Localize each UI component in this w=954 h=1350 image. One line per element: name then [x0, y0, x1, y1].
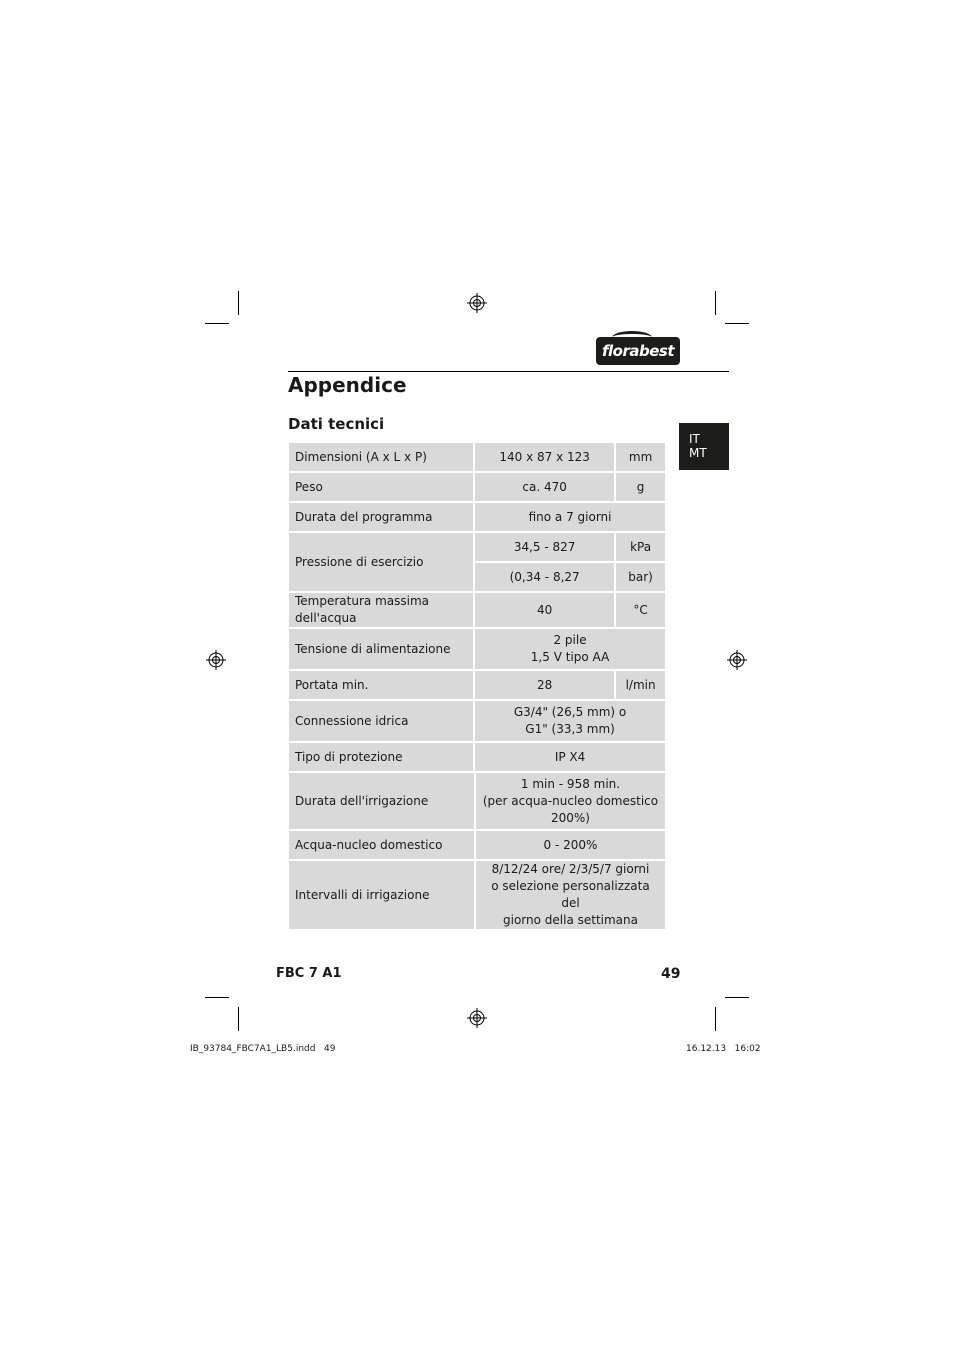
- registration-mark-icon: [467, 1008, 487, 1028]
- spec-value-line: o selezione personalizzata del: [491, 879, 650, 910]
- spec-value: ca. 470: [475, 473, 614, 501]
- registration-mark-icon: [467, 293, 487, 313]
- spec-value: fino a 7 giorni: [475, 503, 665, 531]
- spec-value-line: 200%): [551, 810, 590, 825]
- table-row: [289, 443, 665, 471]
- spec-unit: bar): [616, 563, 665, 591]
- spec-value: [476, 773, 665, 829]
- spec-value: [475, 701, 665, 741]
- spec-value: 28: [475, 671, 614, 699]
- table-row: [289, 503, 665, 531]
- language-code: IT: [689, 432, 700, 446]
- table-row: [289, 773, 665, 829]
- spec-label: Peso: [289, 473, 473, 501]
- spec-value: (0,34 - 8,27: [475, 563, 614, 591]
- crop-mark: [238, 291, 239, 315]
- registration-mark-icon: [727, 650, 747, 670]
- page-title: Appendice: [288, 373, 407, 397]
- table-row: [289, 629, 665, 669]
- language-code: MT: [689, 446, 707, 460]
- footer-model: FBC 7 A1: [276, 966, 342, 981]
- spec-value-line: 8/12/24 ore/ 2/3/5/7 giorni: [491, 862, 650, 876]
- crop-mark: [725, 323, 749, 324]
- brand-logo: [596, 337, 680, 365]
- table-row: [289, 861, 665, 929]
- spec-label: Durata del programma: [289, 503, 473, 531]
- table-row: [289, 671, 665, 699]
- spec-label: Connessione idrica: [289, 701, 473, 741]
- registration-mark-icon: [206, 650, 226, 670]
- spec-label: Intervalli di irrigazione: [289, 861, 474, 929]
- spec-label: Tipo di protezione: [289, 743, 473, 771]
- spec-value: 140 x 87 x 123: [475, 443, 614, 471]
- spec-value-line: giorno della settimana: [503, 913, 638, 927]
- spec-table-irrigation: [287, 771, 667, 931]
- crop-mark: [205, 997, 229, 998]
- spec-value: 34,5 - 827: [475, 533, 614, 561]
- spec-value: 0 - 200%: [476, 831, 665, 859]
- spec-label: Tensione di alimentazione: [289, 629, 473, 669]
- spec-unit: kPa: [616, 533, 665, 561]
- section-title: Dati tecnici: [288, 415, 385, 433]
- crop-mark: [715, 1007, 716, 1031]
- page-number: 49: [661, 966, 681, 982]
- spec-label: Dimensioni (A x L x P): [289, 443, 473, 471]
- slug-filename: IB_93784_FBC7A1_LB5.indd 49: [190, 1044, 336, 1054]
- spec-label: Temperatura massima dell'acqua: [289, 593, 473, 627]
- spec-value-line: 1,5 V tipo AA: [530, 650, 610, 664]
- spec-value-line: 2 pile: [553, 633, 587, 647]
- spec-value-line: 1 min - 958 min.: [520, 776, 621, 791]
- language-tab: [679, 423, 729, 470]
- table-row: [289, 533, 665, 561]
- spec-value: 40: [475, 593, 614, 627]
- table-row: [289, 593, 665, 627]
- spec-label: Acqua-nucleo domestico: [289, 831, 474, 859]
- spec-label: Durata dell'irrigazione: [289, 773, 474, 829]
- crop-mark: [715, 291, 716, 315]
- table-row: [289, 743, 665, 771]
- spec-unit: l/min: [616, 671, 665, 699]
- spec-table-general: [287, 441, 667, 773]
- spec-unit: mm: [616, 443, 665, 471]
- spec-label: Portata min.: [289, 671, 473, 699]
- table-row: [289, 701, 665, 741]
- spec-unit: g: [616, 473, 665, 501]
- spec-label: Pressione di esercizio: [289, 533, 473, 591]
- table-row: [289, 473, 665, 501]
- brand-logo-text: florabest: [601, 342, 674, 360]
- spec-value: [475, 629, 665, 669]
- spec-value-line: G3/4" (26,5 mm) o: [513, 705, 627, 719]
- crop-mark: [205, 323, 229, 324]
- spec-value: [476, 861, 665, 929]
- slug-datetime: 16.12.13 16:02: [686, 1044, 761, 1054]
- table-row: [289, 831, 665, 859]
- spec-value: IP X4: [475, 743, 665, 771]
- spec-unit: °C: [616, 593, 665, 627]
- crop-mark: [725, 997, 749, 998]
- crop-mark: [238, 1007, 239, 1031]
- spec-value-line: G1" (33,3 mm): [525, 722, 615, 736]
- header-rule: [288, 371, 729, 372]
- spec-value-line: (per acqua-nucleo domestico: [482, 793, 659, 808]
